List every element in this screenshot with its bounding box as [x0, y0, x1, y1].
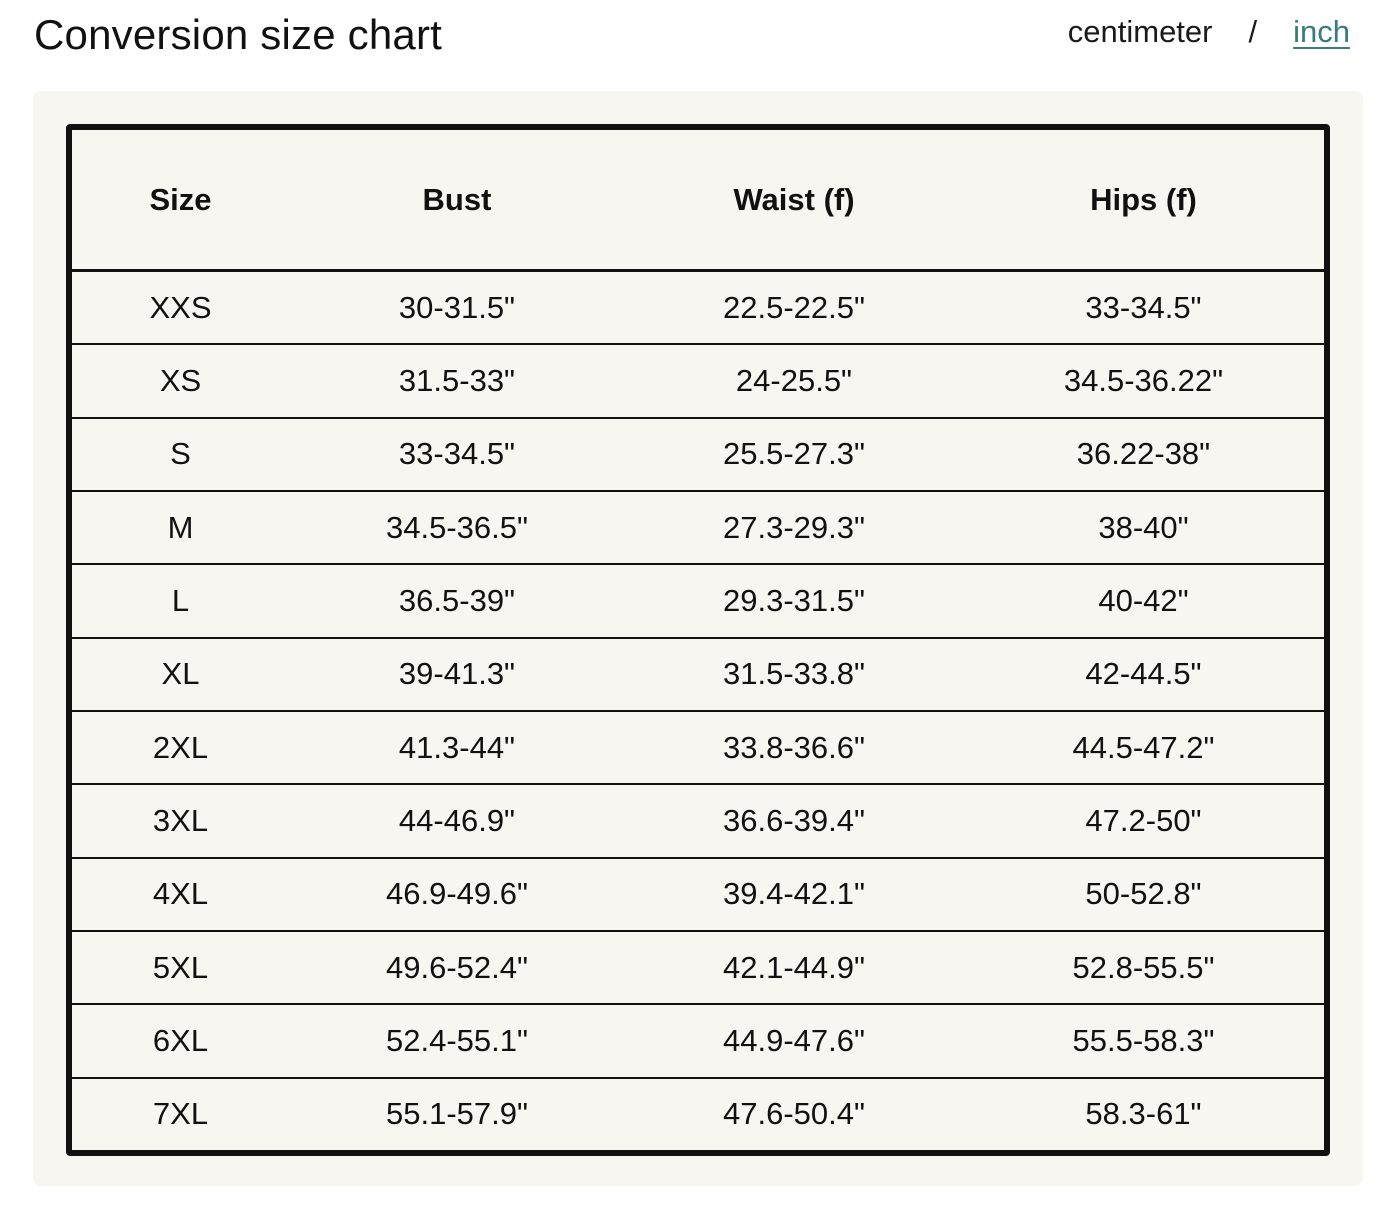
size-cell: 7XL	[152, 1096, 209, 1132]
page-title: Conversion size chart	[34, 11, 443, 58]
size-cell: L	[72, 564, 289, 637]
unit-toggle	[1068, 10, 1350, 54]
waist-cell: 47.6-50.4"	[723, 1096, 865, 1132]
table-row	[72, 784, 1324, 857]
hips-cell: 36.22-38"	[963, 418, 1324, 491]
hips-cell: 55.5-58.3"	[963, 1004, 1324, 1077]
size-chart-panel	[33, 91, 1363, 1186]
hips-cell: 38-40"	[963, 491, 1324, 564]
hips-cell: 58.3-61"	[1085, 1096, 1202, 1132]
size-table-body	[72, 271, 1324, 1151]
table-row	[72, 711, 1324, 784]
size-cell: XL	[72, 638, 289, 711]
bust-cell: 31.5-33"	[289, 344, 625, 417]
size-cell: 4XL	[72, 858, 289, 931]
hips-cell: 33-34.5"	[963, 271, 1324, 345]
waist-cell: 33.8-36.6"	[625, 711, 963, 784]
size-table-frame	[66, 124, 1330, 1156]
table-header-row	[72, 130, 1324, 271]
bust-cell: 55.1-57.9"	[386, 1096, 528, 1132]
waist-cell: 24-25.5"	[625, 344, 963, 417]
size-cell: 2XL	[72, 711, 289, 784]
table-row	[72, 418, 1324, 491]
column-header-waist: Waist (f)	[625, 130, 963, 271]
bust-cell: 30-31.5"	[289, 271, 625, 345]
waist-cell: 42.1-44.9"	[625, 931, 963, 1004]
waist-cell: 29.3-31.5"	[625, 564, 963, 637]
bust-cell: 36.5-39"	[289, 564, 625, 637]
bust-cell: 44-46.9"	[289, 784, 625, 857]
table-row	[72, 564, 1324, 637]
table-row	[72, 858, 1324, 931]
bust-cell: 46.9-49.6"	[289, 858, 625, 931]
hips-cell: 42-44.5"	[963, 638, 1324, 711]
hips-cell: 50-52.8"	[963, 858, 1324, 931]
table-row	[72, 931, 1324, 1004]
size-cell: 5XL	[72, 931, 289, 1004]
waist-cell: 39.4-42.1"	[625, 858, 963, 931]
hips-cell: 52.8-55.5"	[963, 931, 1324, 1004]
bust-cell: 52.4-55.1"	[289, 1004, 625, 1077]
unit-separator: /	[1248, 14, 1258, 49]
unit-centimeter-link[interactable]: centimeter	[1067, 14, 1213, 49]
table-row	[72, 491, 1324, 564]
waist-cell: 25.5-27.3"	[625, 418, 963, 491]
column-header-hips: Hips (f)	[963, 130, 1324, 271]
waist-cell: 31.5-33.8"	[625, 638, 963, 711]
table-row	[72, 344, 1324, 417]
bust-cell: 33-34.5"	[289, 418, 625, 491]
hips-cell: 44.5-47.2"	[963, 711, 1324, 784]
hips-cell: 34.5-36.22"	[963, 344, 1324, 417]
waist-cell: 27.3-29.3"	[625, 491, 963, 564]
bust-cell: 49.6-52.4"	[289, 931, 625, 1004]
bust-cell: 41.3-44"	[289, 711, 625, 784]
size-cell: XXS	[72, 271, 289, 345]
waist-cell: 44.9-47.6"	[625, 1004, 963, 1077]
size-table	[72, 130, 1324, 1150]
size-cell: 3XL	[72, 784, 289, 857]
unit-inch-link[interactable]: inch	[1293, 14, 1350, 49]
size-cell: XS	[72, 344, 289, 417]
column-header-bust: Bust	[289, 130, 625, 271]
hips-cell: 47.2-50"	[963, 784, 1324, 857]
hips-cell: 40-42"	[963, 564, 1324, 637]
size-cell: 6XL	[72, 1004, 289, 1077]
size-cell: S	[72, 418, 289, 491]
bust-cell: 34.5-36.5"	[289, 491, 625, 564]
table-row	[72, 271, 1324, 345]
table-row	[72, 638, 1324, 711]
waist-cell: 36.6-39.4"	[625, 784, 963, 857]
size-cell: M	[72, 491, 289, 564]
bust-cell: 39-41.3"	[289, 638, 625, 711]
waist-cell: 22.5-22.5"	[625, 271, 963, 345]
table-row	[72, 1004, 1324, 1077]
column-header-size: Size	[72, 130, 289, 271]
table-row	[72, 1078, 1324, 1150]
